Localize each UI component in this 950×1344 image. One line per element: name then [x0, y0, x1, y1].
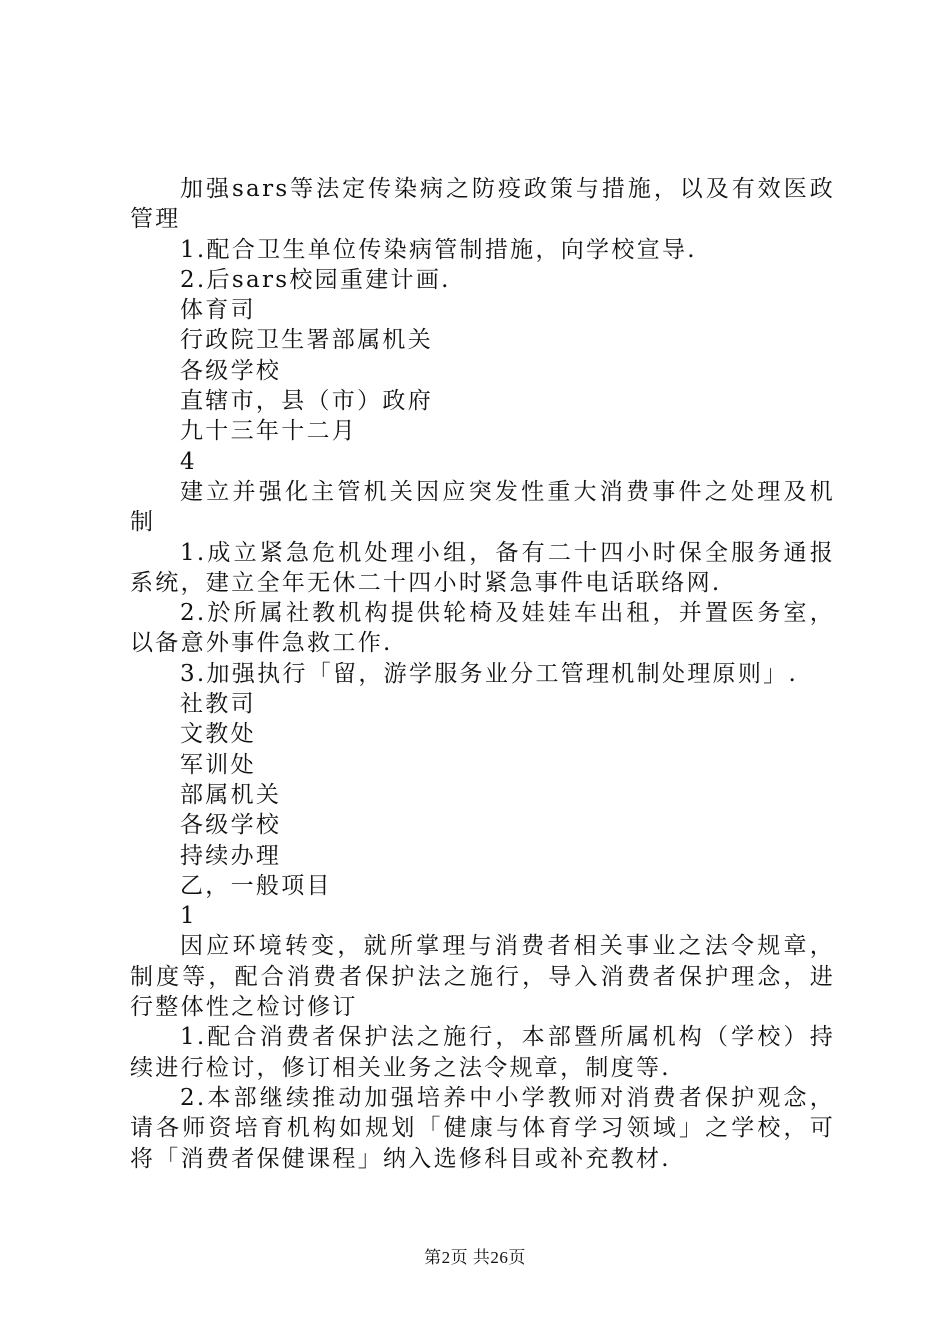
paragraph: 1.成立紧急危机处理小组，备有二十四小时保全服务通报系统，建立全年无休二十四小时紧急事件电话联络网.	[130, 539, 835, 596]
text-line: 九十三年十二月	[180, 418, 358, 445]
page-number-label: 第2页 共26页	[424, 1248, 526, 1267]
text-line: 持续办理	[180, 842, 282, 869]
page-footer	[0, 1243, 950, 1268]
text-line: 部属机关	[180, 781, 282, 808]
list-item: 1.配合卫生单位传染病管制措施，向学校宣导.	[180, 236, 697, 263]
text-line: 体育司	[180, 297, 256, 324]
document-body	[130, 174, 835, 1174]
paragraph: 加强sars等法定传染病之防疫政策与措施，以及有效医政管理	[130, 176, 835, 233]
item-number: 4	[180, 448, 197, 475]
paragraph: 2.本部继续推动加强培养中小学教师对消费者保护观念，请各师资培育机构如规划「健康与体育学习领域」之学校，可将「消费者保健课程」纳入选修科目或补充教材.	[130, 1084, 835, 1172]
paragraph: 1.配合消费者保护法之施行，本部暨所属机构（学校）持续进行检讨，修订相关业务之法令规章，制度等.	[130, 1024, 835, 1081]
paragraph: 因应环境转变，就所掌理与消费者相关事业之法令规章，制度等，配合消费者保护法之施行，导入消费者保护理念，进行整体性之检讨修订	[130, 933, 835, 1021]
paragraph: 2.於所属社教机构提供轮椅及娃娃车出租，并置医务室，以备意外事件急救工作.	[130, 600, 835, 657]
list-item: 3.加强执行「留，游学服务业分工管理机制处理原则」.	[180, 660, 799, 687]
text-line: 各级学校	[180, 357, 282, 384]
section-heading: 乙，一般项目	[180, 872, 332, 899]
text-line: 文教处	[180, 721, 256, 748]
item-number: 1	[180, 903, 197, 930]
text-line: 各级学校	[180, 812, 282, 839]
text-line: 直辖市，县（市）政府	[180, 388, 433, 415]
text-line: 军训处	[180, 751, 256, 778]
list-item: 2.后sars校园重建计画.	[180, 266, 451, 293]
paragraph: 建立并强化主管机关因应突发性重大消费事件之处理及机制	[130, 478, 835, 536]
text-line: 社教司	[180, 691, 256, 718]
text-line: 行政院卫生署部属机关	[180, 327, 433, 354]
